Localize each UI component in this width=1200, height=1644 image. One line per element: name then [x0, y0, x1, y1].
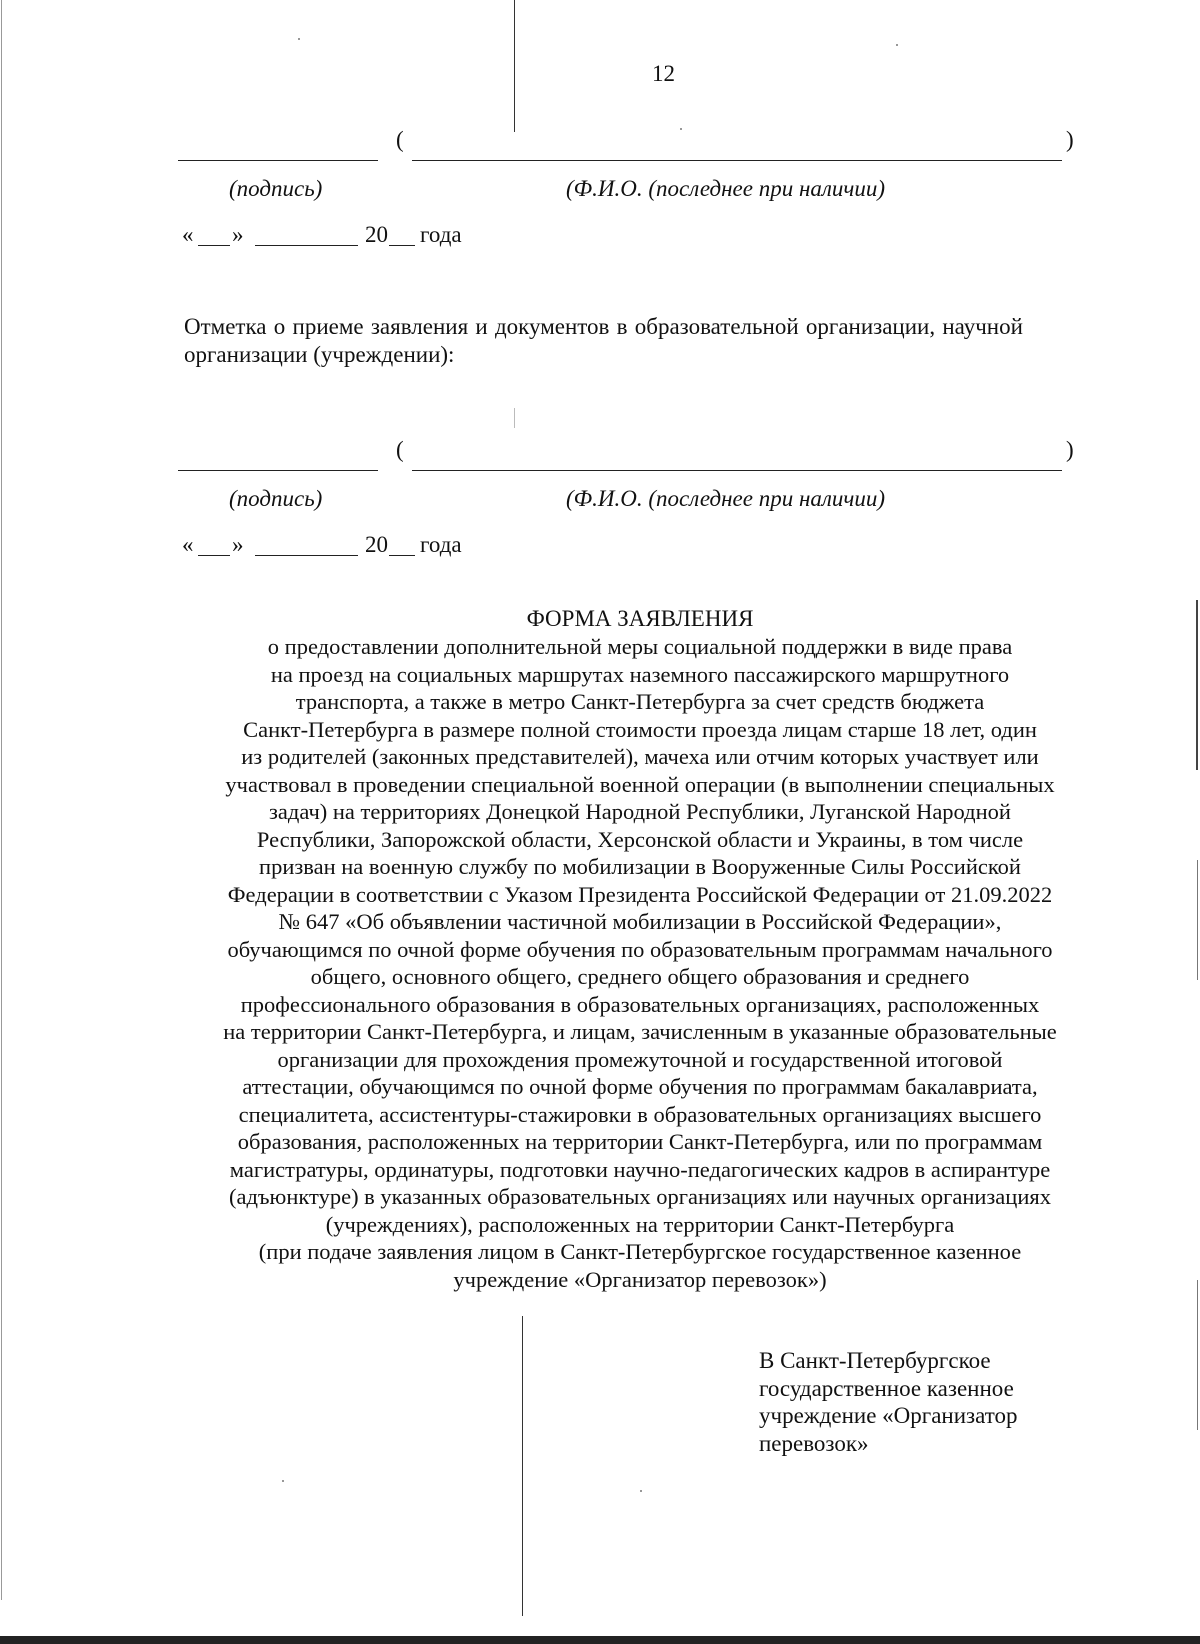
form-description-line: (адъюнктуре) в указанных образовательных организациях или научных организациях: [229, 1184, 1051, 1209]
form-description-line: Республики, Запорожской области, Херсонской области и Украины, в том числе: [256, 826, 1024, 852]
addressee-line: перевозок»: [759, 1430, 869, 1456]
addressee-line: учреждение «Организатор: [759, 1403, 1018, 1428]
form-description-line: (учреждениях), расположенных на территории Санкт-Петербурга: [325, 1211, 955, 1237]
addressee-line: В Санкт-Петербургское: [759, 1348, 991, 1373]
form-description-line: организации для прохождения промежуточной и государственной итоговой: [277, 1046, 1003, 1072]
fio-line: [412, 160, 1062, 161]
fio-caption: (Ф.И.О. (последнее при наличии): [566, 176, 886, 201]
form-description-line: аттестации, обучающимся по очной форме обучения по программам бакалавриата,: [242, 1074, 1038, 1099]
close-paren: ): [1066, 127, 1074, 152]
scan-speck: [896, 44, 898, 46]
form-description-line: на территории Санкт-Петербурга, и лицам, зачисленным в указанные образовательные: [223, 1019, 1057, 1044]
form-description: [0, 633, 1200, 1293]
form-description-line: о предоставлении дополнительной меры социальной поддержки в виде права: [267, 634, 1013, 659]
open-paren: (: [396, 437, 404, 462]
form-description-line: участвовал в проведении специальной военной операции (в выполнении специальных: [225, 771, 1055, 797]
scan-fold-line-top: [514, 0, 515, 132]
year-prefix: 20: [365, 222, 388, 247]
scan-speck: [680, 128, 682, 130]
day-blank: [198, 555, 230, 556]
form-description-line: Санкт-Петербурга в размере полной стоимости проезда лицам старше 18 лет, один: [243, 716, 1037, 742]
scan-fold-line-mid: [514, 408, 515, 428]
receipt-note-line-2: организации (учреждении):: [184, 342, 455, 367]
day-blank: [198, 245, 230, 246]
open-paren: (: [396, 127, 404, 152]
form-description-line: на проезд на социальных маршрутах наземного пассажирского маршрутного: [270, 661, 1010, 687]
month-blank: [255, 245, 358, 246]
form-description-line: из родителей (законных представителей), мачеха или отчим которых участвует или: [241, 744, 1039, 769]
signature-caption: (подпись): [229, 176, 323, 201]
form-description-line: специалитета, ассистентуры-стажировки в образовательных организациях высшего: [238, 1101, 1042, 1127]
signature-line: [178, 470, 378, 471]
close-paren: ): [1066, 437, 1074, 462]
form-description-line: Федерации в соответствии с Указом Президента Российской Федерации от 21.09.2022: [227, 881, 1053, 907]
fio-line: [412, 470, 1062, 471]
form-description-line: магистратуры, ординатуры, подготовки научно-педагогических кадров в аспирантуре: [229, 1156, 1051, 1182]
year-blank: [389, 245, 415, 246]
scan-fold-line-bottom: [522, 1316, 523, 1616]
form-description-line: транспорта, а также в метро Санкт-Петербурга за счет средств бюджета: [295, 689, 985, 714]
year-prefix: 20: [365, 532, 388, 557]
month-blank: [255, 555, 358, 556]
date-close-quote: »: [232, 532, 244, 557]
year-word: года: [420, 532, 462, 557]
scan-bottom-edge: [0, 1636, 1200, 1644]
date-open-quote: «: [182, 532, 194, 557]
date-close-quote: »: [232, 222, 244, 247]
scan-speck: [282, 1480, 284, 1482]
scan-speck: [640, 1490, 642, 1492]
form-description-line: общего, основного общего, среднего общего образования и среднего: [310, 964, 970, 989]
scan-speck: [298, 38, 300, 40]
fio-caption: (Ф.И.О. (последнее при наличии): [566, 486, 886, 511]
page-number: 12: [652, 61, 675, 86]
form-title: ФОРМА ЗАЯВЛЕНИЯ: [526, 606, 754, 631]
form-description-line: № 647 «Об объявлении частичной мобилизации в Российской Федерации»,: [278, 909, 1002, 934]
addressee-line: государственное казенное: [759, 1375, 1014, 1401]
signature-caption: (подпись): [229, 486, 323, 511]
signature-line: [178, 160, 378, 161]
form-description-line: задач) на территориях Донецкой Народной Республики, Луганской Народной: [269, 799, 1011, 824]
receipt-note-line-1: Отметка о приеме заявления и документов в образовательной организации, научной: [184, 314, 1023, 339]
addressee-block: [759, 1347, 1017, 1457]
form-description-line: (при подаче заявления лицом в Санкт-Петербургское государственное казенное: [258, 1239, 1022, 1264]
scan-right-edge-mark: [1197, 1280, 1198, 1430]
year-word: года: [420, 222, 462, 247]
form-description-line: призван на военную службу по мобилизации в Вооруженные Силы Российской: [259, 854, 1021, 879]
form-description-line: обучающимся по очной форме обучения по образовательным программам начального: [227, 936, 1053, 962]
date-open-quote: «: [182, 222, 194, 247]
form-description-line: профессионального образования в образовательных организациях, расположенных: [240, 991, 1040, 1017]
form-description-line: учреждение «Организатор перевозок»): [453, 1266, 827, 1292]
year-blank: [389, 555, 415, 556]
form-description-line: образования, расположенных на территории Санкт-Петербурга, или по программам: [237, 1129, 1043, 1154]
